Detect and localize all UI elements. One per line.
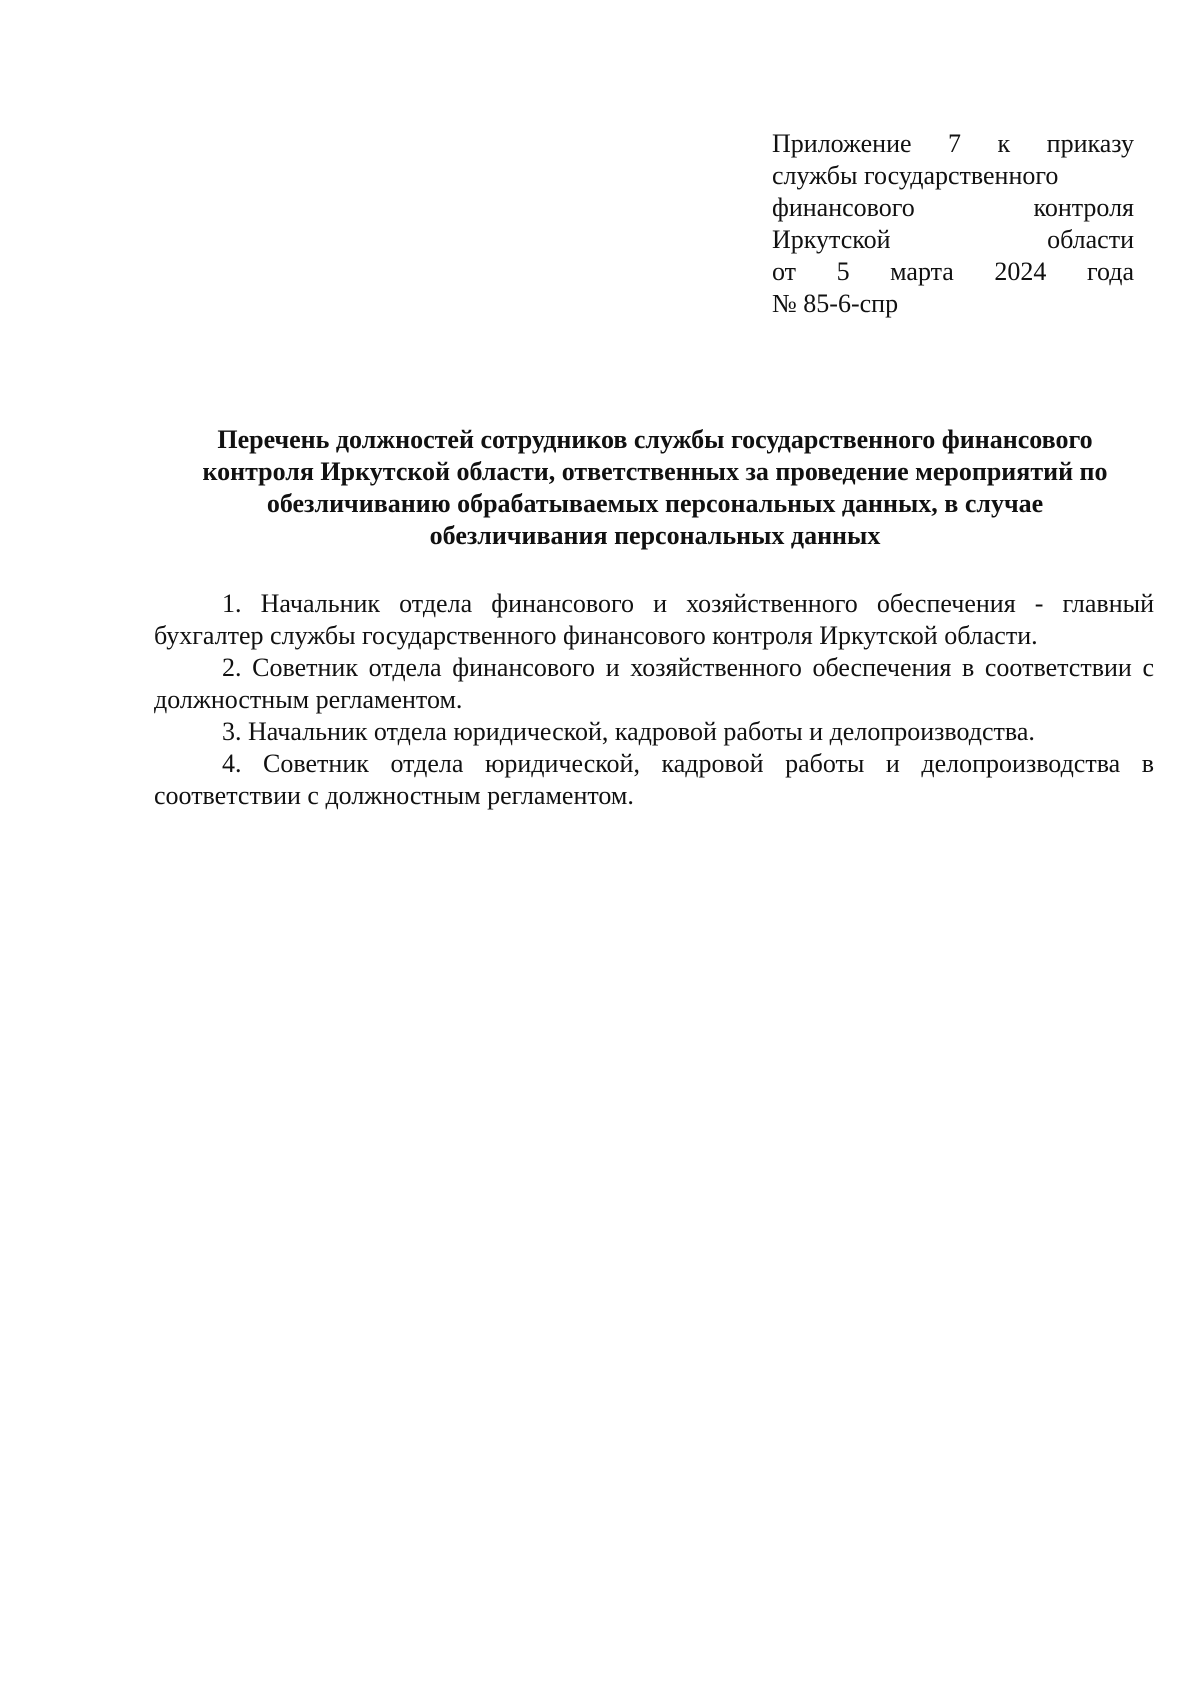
appendix-line: службы государственного: [772, 161, 1059, 190]
title-line: обезличивания персональных данных: [429, 521, 881, 550]
appendix-line: Приложение 7 к приказу: [772, 129, 1134, 158]
list-item: 1. Начальник отдела финансового и хозяйственного обеспечения - главный бухгалтер службы государственного финансового контроля Иркутской области.: [154, 589, 1154, 650]
title-line: контроля Иркутской области, ответственных за проведение мероприятий по: [202, 457, 1108, 486]
list-item: 2. Советник отдела финансового и хозяйственного обеспечения в соответствии с должностным регламентом.: [154, 653, 1154, 714]
positions-list: [154, 588, 1154, 812]
appendix-line: от 5 марта 2024 года: [772, 257, 1134, 286]
title-line: Перечень должностей сотрудников службы государственного финансового: [217, 425, 1093, 454]
appendix-header: [772, 128, 1134, 320]
appendix-line: № 85-6-спр: [772, 289, 899, 318]
document-title: [150, 424, 1160, 552]
appendix-line: Иркутской области: [772, 225, 1134, 254]
list-item: 3. Начальник отдела юридической, кадровой работы и делопроизводства.: [222, 717, 1035, 746]
appendix-line: финансового контроля: [772, 193, 1134, 222]
list-item: 4. Советник отдела юридической, кадровой работы и делопроизводства в соответствии с должностным регламентом.: [154, 749, 1154, 810]
title-line: обезличиванию обрабатываемых персональных данных, в случае: [266, 489, 1044, 518]
